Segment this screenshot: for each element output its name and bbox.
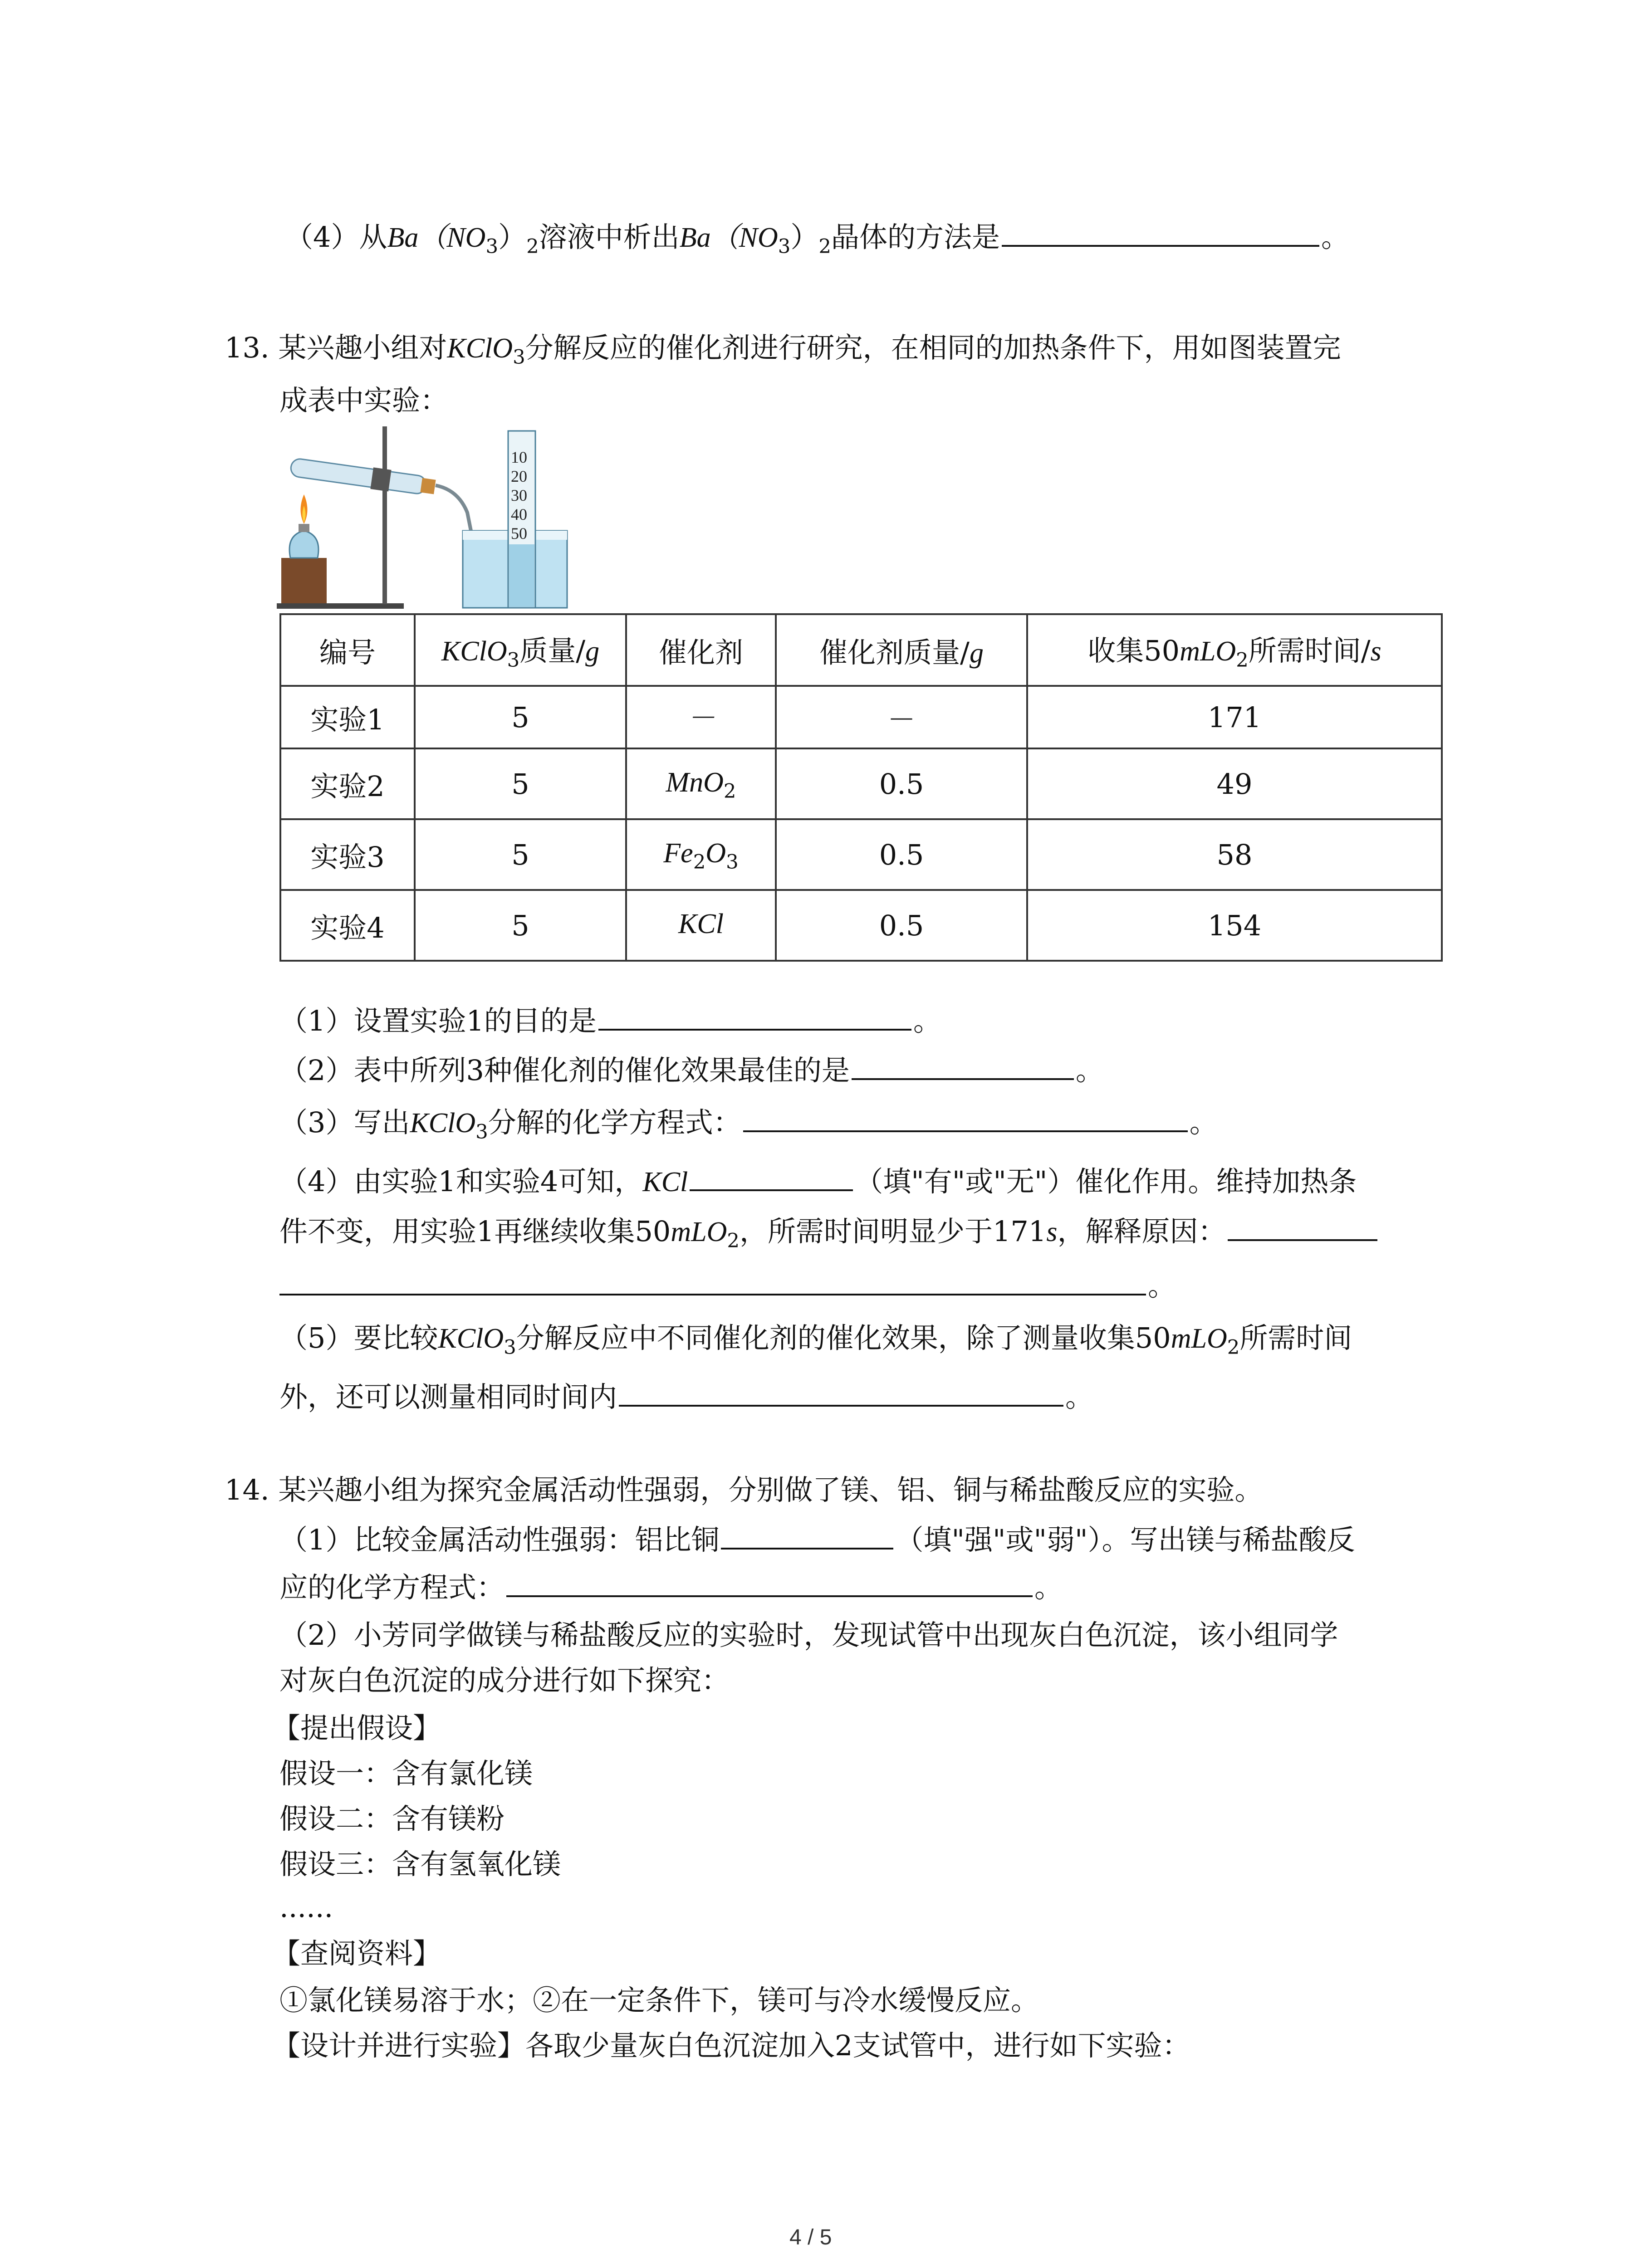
- table-row: [280, 890, 1442, 961]
- q12-part4: （4）从$Ba(NO_3)_2$溶液中析出$Ba(NO_3)_2$晶体的方法是 。: [285, 217, 1349, 267]
- question-number: 13.: [225, 331, 269, 364]
- cell-mass: 5: [415, 686, 626, 748]
- q14-part1-line2: 应的化学方程式： 。: [279, 1567, 1063, 1608]
- cylinder-tick-label: 10: [511, 448, 527, 466]
- q13-intro-line2: 成表中实验：: [279, 384, 449, 417]
- wood-block: [281, 558, 327, 603]
- q13-part4-line3: 。: [279, 1266, 1176, 1306]
- cell-mass: 5: [415, 819, 626, 890]
- answer-blank[interactable]: [1228, 1211, 1377, 1241]
- cylinder-tick-label: 40: [511, 505, 527, 523]
- header-mass: KClO$_3$质量/g: [415, 614, 626, 686]
- answer-blank[interactable]: [1002, 217, 1319, 247]
- cell-time: 171: [1027, 686, 1442, 748]
- reference-text: ①氯化镁易溶于水；②在一定条件下，镁可与冷水缓慢反应。: [279, 1984, 1039, 2017]
- page-number: 4 / 5: [789, 2225, 832, 2249]
- hypothesis-2: 假设二：含有镁粉: [279, 1802, 505, 1835]
- table-header-row: [280, 614, 1442, 686]
- alcohol-lamp: [289, 531, 318, 558]
- q13-part4: （4）由实验1和实验4可知，KCl （填"有"或"无"）催化作用。维持加热条: [279, 1161, 1357, 1202]
- cell-id: 实验1: [280, 686, 415, 748]
- q14-part2: （2）小芳同学做镁与稀盐酸反应的实验时，发现试管中出现灰白色沉淀，该小组同学: [279, 1618, 1338, 1652]
- hypothesis-title: 【提出假设】: [272, 1711, 441, 1745]
- cell-catalyst: MnO$_2$: [626, 748, 776, 819]
- experiment-table: [279, 613, 1443, 962]
- hypothesis-1: 假设一：含有氯化镁: [279, 1757, 533, 1790]
- q13-part1: （1）设置实验1的目的是 。: [279, 1001, 941, 1041]
- answer-blank[interactable]: [690, 1161, 853, 1191]
- hypothesis-3: 假设三：含有氢氧化镁: [279, 1848, 561, 1881]
- q14-part1: （1）比较金属活动性强弱：铝比铜 （填"强"或"弱"）。写出镁与稀盐酸反: [279, 1520, 1355, 1560]
- cell-catalyst: KCl: [626, 890, 776, 961]
- q13-part3: （3）写出KClO$_3$分解的化学方程式： 。: [279, 1102, 1218, 1152]
- answer-blank[interactable]: [852, 1050, 1074, 1080]
- cell-time: 58: [1027, 819, 1442, 890]
- cell-time: 154: [1027, 890, 1442, 961]
- cylinder-tick-label: 30: [511, 486, 527, 504]
- cell-mass: 5: [415, 890, 626, 961]
- reference-title: 【查阅资料】: [272, 1937, 441, 1970]
- cell-catalyst-mass: 0.5: [776, 819, 1027, 890]
- answer-blank[interactable]: [506, 1567, 1033, 1597]
- table-row: [280, 748, 1442, 819]
- question-number: 14.: [225, 1473, 269, 1506]
- q13-part2: （2）表中所列3种催化剂的催化效果最佳的是 。: [279, 1050, 1104, 1091]
- header-catalyst-mass: 催化剂质量/g: [776, 614, 1027, 686]
- table-row: [280, 819, 1442, 890]
- ellipsis: ......: [279, 1891, 333, 1924]
- apparatus-illustration: [272, 422, 590, 617]
- q13-part5-line2: 外，还可以测量相同时间内 。: [279, 1377, 1093, 1418]
- cylinder-tick-label: 20: [511, 467, 527, 485]
- cell-catalyst-mass: －: [776, 686, 1027, 748]
- q14-part2-line2: 对灰白色沉淀的成分进行如下探究：: [279, 1664, 730, 1697]
- cell-catalyst: $Fe_2O_3$: [626, 819, 776, 890]
- cell-catalyst-mass: 0.5: [776, 890, 1027, 961]
- cell-id: 实验4: [280, 890, 415, 961]
- header-catalyst: 催化剂: [626, 614, 776, 686]
- cell-id: 实验2: [280, 748, 415, 819]
- q13-part4-line2: 件不变，用实验1再继续收集50mLO$_2$，所需时间明显少于171s，解释原因：: [279, 1211, 1379, 1261]
- test-tube: [290, 458, 427, 494]
- experiment-design: 【设计并进行实验】各取少量灰白色沉淀加入2支试管中，进行如下实验：: [272, 2029, 1190, 2062]
- q14-intro: 14. 某兴趣小组为探究金属活动性强弱，分别做了镁、铝、铜与稀盐酸反应的实验。: [225, 1473, 1263, 1506]
- cell-time: 49: [1027, 748, 1442, 819]
- answer-blank[interactable]: [721, 1520, 893, 1549]
- cell-catalyst-mass: 0.5: [776, 748, 1027, 819]
- cylinder-tick-label: 50: [511, 524, 527, 543]
- header-id: 编号: [280, 614, 415, 686]
- answer-blank[interactable]: [743, 1102, 1188, 1132]
- answer-blank[interactable]: [279, 1266, 1146, 1295]
- answer-blank[interactable]: [598, 1001, 911, 1031]
- table-row: [280, 686, 1442, 748]
- answer-blank[interactable]: [619, 1377, 1063, 1407]
- cell-catalyst: －: [626, 686, 776, 748]
- cell-id: 实验3: [280, 819, 415, 890]
- header-time: 收集50mLO$_2$所需时间/s: [1027, 614, 1442, 686]
- cell-mass: 5: [415, 748, 626, 819]
- q13-intro: 13. 某兴趣小组对KClO$_3$分解反应的催化剂进行研究，在相同的加热条件下，用如图装置完: [225, 331, 1341, 369]
- q13-part5: （5）要比较KClO$_3$分解反应中不同催化剂的催化效果，除了测量收集50mLO$_2$所需时间: [279, 1321, 1352, 1359]
